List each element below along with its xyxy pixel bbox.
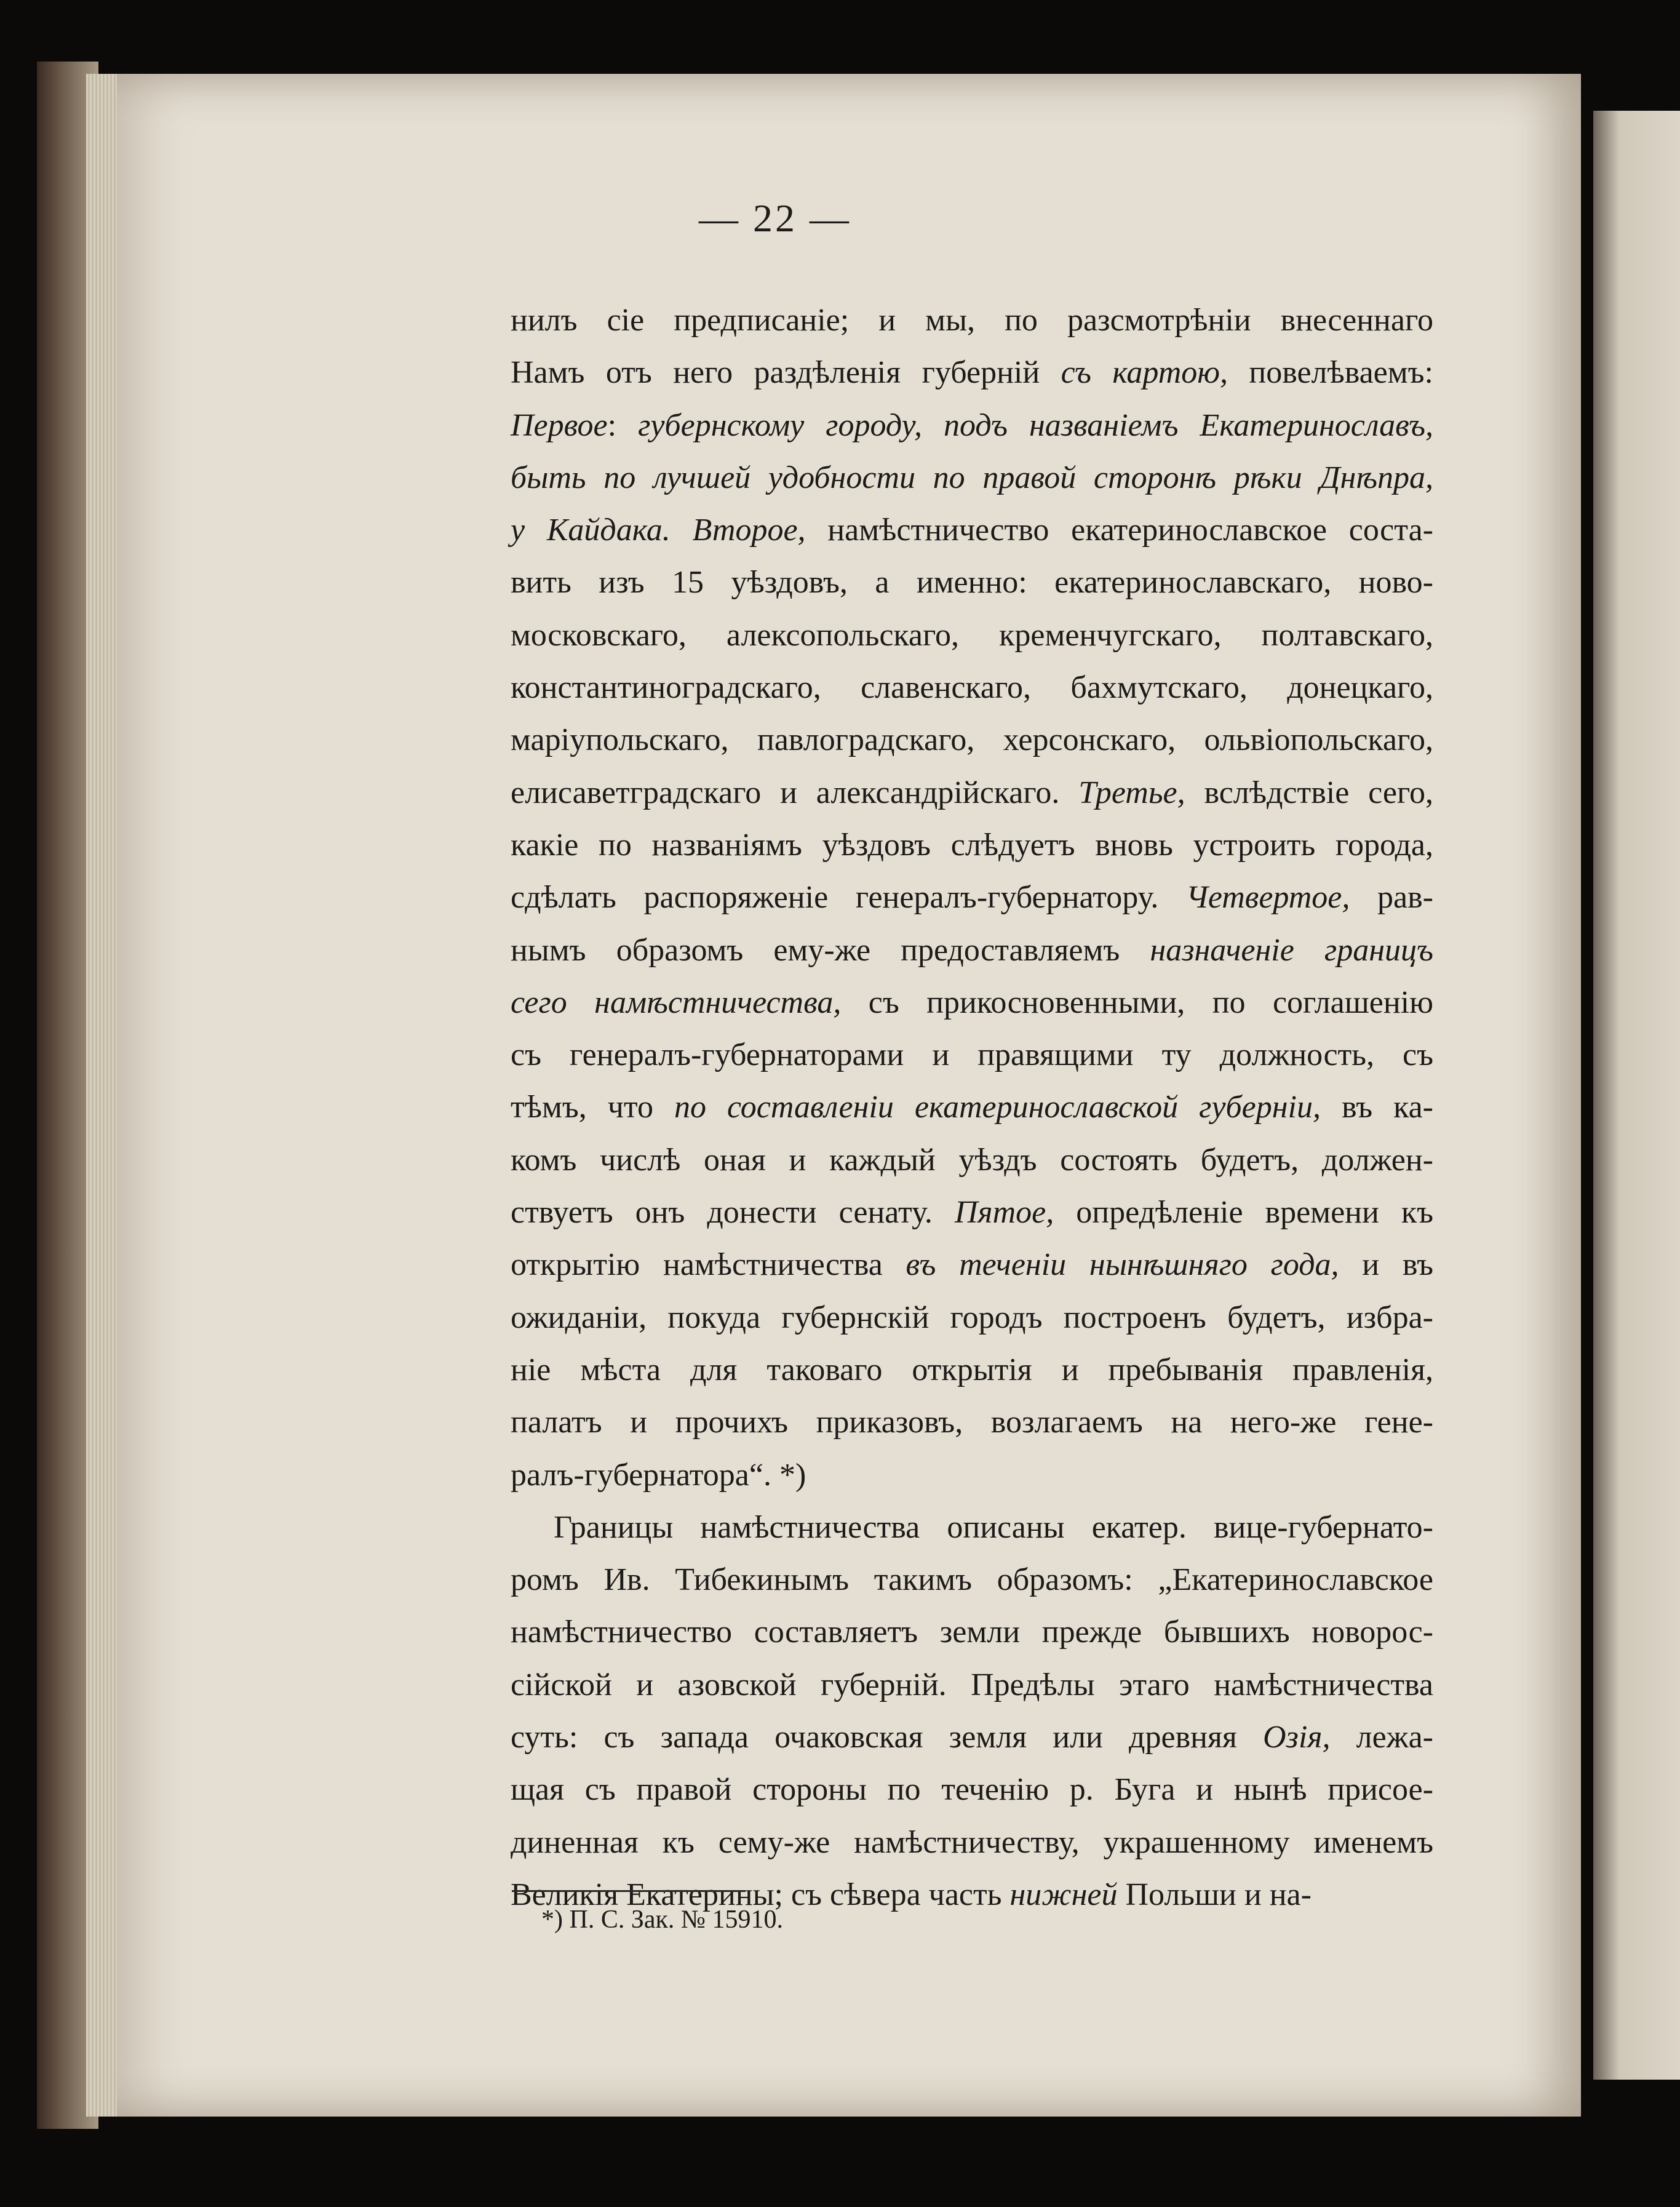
text-run: елисаветградскаго и александрійскаго. [511,775,1079,810]
text-line [511,924,1433,976]
text-run: Намъ отъ него раздѣленія губерній [511,355,1061,391]
text-run: открытію намѣстничества [511,1247,906,1283]
text-run: палатъ и прочихъ приказовъ, возлагаемъ на него-же гене- [511,1405,1433,1440]
text-line [511,1239,1433,1291]
italic-phrase: назначеніе границъ [1150,932,1433,968]
text-line [511,819,1433,871]
text-line [511,767,1433,819]
text-run: константиноградскаго, славенскаго, бахмутскаго, донецкаго, [511,670,1433,706]
text-run: Великія Екатерины; съ сѣвера часть [511,1877,1010,1912]
text-line [511,1396,1433,1448]
text-run: тѣмъ, что [511,1090,674,1125]
text-run: маріупольскаго, павлоградскаго, херсонскаго, ольвіопольскаго, [511,722,1433,758]
text-line [511,399,1433,452]
text-run: въ ка- [1320,1090,1433,1125]
italic-phrase: съ картою, [1061,355,1228,391]
text-line [511,346,1433,399]
italic-phrase: быть по лучшей удобности по правой сторонѣ рѣки Днѣпра, [511,460,1433,495]
text-line [511,1291,1433,1344]
text-run: съ генералъ-губернаторами и правящими ту должность, съ [511,1037,1433,1073]
italic-phrase: Озія, [1262,1720,1331,1755]
text-run: диненная къ сему-же намѣстничеству, украшенному именемъ [511,1824,1433,1860]
italic-phrase: по составленіи екатеринославской губерніи, [674,1090,1321,1125]
footnote-rule [512,1890,746,1892]
text-line [511,556,1433,609]
italic-phrase: Четвертое, [1186,880,1350,916]
text-run: щая съ правой стороны по теченію р. Буга и нынѣ присое- [511,1772,1433,1808]
text-run: нымъ образомъ ему-же предоставляемъ [511,932,1150,968]
text-run: ствуетъ онъ донести сенату. [511,1195,955,1231]
text-line [511,661,1433,714]
text-line [511,871,1433,924]
text-line [511,504,1433,556]
text-line [511,1501,1433,1554]
italic-phrase: въ теченіи нынѣшняго года, [906,1247,1339,1283]
italic-phrase: у Кайдака. Второе, [511,513,806,548]
text-run: рав- [1350,880,1433,916]
text-line [511,1081,1433,1133]
text-line [511,976,1433,1029]
text-line [511,1134,1433,1186]
text-line [511,1554,1433,1606]
text-run: намѣстничество екатеринославское соста- [805,513,1433,548]
text-run: : [607,407,639,443]
facing-page-edge [1593,111,1680,2080]
italic-phrase: губернскому городу, подъ названіемъ Екатеринославъ, [638,407,1434,443]
text-line [511,1711,1433,1763]
text-line [511,1344,1433,1396]
text-run: нилъ сіе предписаніе; и мы, по разсмотрѣніи внесеннаго [511,303,1433,338]
text-run: вслѣдствіе сего, [1185,775,1433,810]
text-run: намѣстничество составляетъ земли прежде бывшихъ новорос- [511,1614,1433,1650]
text-run: сійской и азовской губерній. Предѣлы этаго намѣстничества [511,1667,1433,1702]
text-run: вить изъ 15 уѣздовъ, а именно: екатеринославскаго, ново- [511,565,1433,601]
text-run: и въ [1339,1247,1433,1283]
text-run: повелѣваемъ: [1227,355,1433,391]
page-body-text [511,294,1433,1921]
text-line [511,1659,1433,1711]
italic-phrase: Пятое, [954,1195,1054,1231]
text-run: опредѣленіе времени къ [1054,1195,1433,1231]
text-line [511,1449,1433,1501]
text-run: какіе по названіямъ уѣздовъ слѣдуетъ вновь устроить города, [511,827,1433,863]
page-number: — 22 — [699,196,851,240]
text-line [511,1816,1433,1869]
text-line [511,452,1433,504]
text-line [511,714,1433,766]
paragraph-2 [511,1501,1433,1921]
italic-phrase: нижней [1009,1877,1118,1912]
text-line [511,1763,1433,1816]
text-line [511,294,1433,346]
text-run: ожиданіи, покуда губернскій городъ построенъ будетъ, избра- [511,1299,1433,1335]
footnote: *) П. С. Зак. № 15910. [541,1906,783,1934]
italic-phrase: Третье, [1078,775,1185,810]
text-run: Границы намѣстничества описаны екатер. вице-губернато- [554,1509,1433,1545]
text-run: съ прикосновенными, по соглашенію [841,984,1433,1020]
text-run: ніе мѣста для таковаго открытія и пребыванія правленія, [511,1352,1433,1387]
text-run: московскаго, алексопольскаго, кременчугскаго, полтавскаго, [511,617,1433,653]
text-run: сдѣлать распоряженіе генералъ-губернатору. [511,880,1186,916]
text-line [511,1029,1433,1081]
italic-phrase: сего намѣстничества, [511,984,842,1020]
text-line [511,609,1433,661]
text-line [511,1606,1433,1658]
text-run: ралъ-губернатора“. *) [511,1457,806,1493]
text-run: суть: съ запада очаковская земля или древняя [511,1720,1263,1755]
text-line [511,1186,1433,1239]
text-run: комъ числѣ оная и каждый уѣздъ состоять будетъ, должен- [511,1142,1433,1178]
italic-phrase: Первое [511,407,608,443]
paragraph-1 [511,294,1433,1501]
text-run: лежа- [1330,1720,1433,1755]
text-run: ромъ Ив. Тибекинымъ такимъ образомъ: „Екатеринославское [511,1562,1433,1598]
text-run: Польши и на- [1117,1877,1312,1912]
